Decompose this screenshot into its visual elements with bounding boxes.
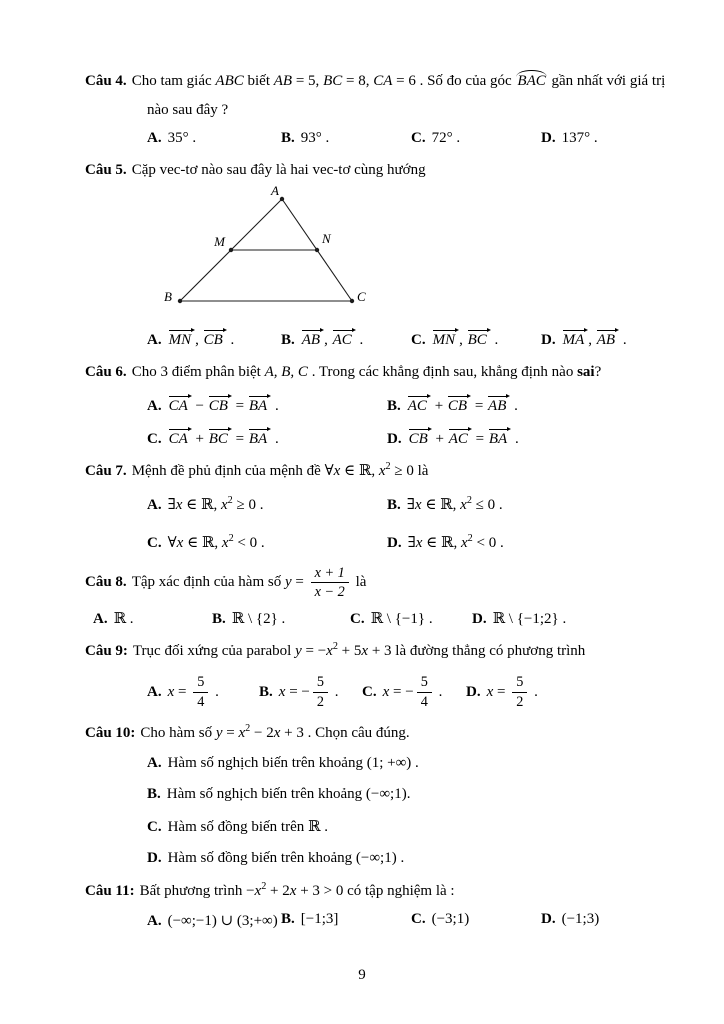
question-8-option-d: D. ℝ \ {−1;2} . [472,610,567,627]
question-8-option-b: B. ℝ \ {2} . [212,610,286,627]
question-8-option-a: A. ℝ . [93,610,134,627]
question-6-option-d: D. CB + AC = BA . [387,428,684,448]
question-9-number: Câu 9: [85,642,128,659]
question-11-options [147,911,684,930]
question-4-option-d: D. 137° . [541,129,598,146]
triangle-svg [159,185,399,313]
question-6-option-a: A. CA − CB = BA . [147,395,387,415]
question-5-option-d: D. MA , AB . [541,329,684,349]
question-10-stem-text: Cho hàm số $y = x^2 - 2x + 3$ . Chọn câu đúng. [140,723,410,741]
question-7-options [147,495,684,552]
question-8 [85,565,684,628]
question-9-option-d: D. x = $\frac{5}{2}$ . [466,674,538,710]
question-8-option-c: C. ℝ \ {−1} . [350,610,433,627]
question-6-options [147,392,684,448]
question-4 [85,70,684,147]
question-4-stem-line2: nào sau đây ? [147,101,229,118]
question-7 [85,461,684,552]
question-5 [85,160,684,350]
question-11-stem [85,881,684,903]
page-number: 9 [358,967,366,983]
question-5-stem-text: Cặp vec-tơ nào sau đây là hai vec-tơ cùng hướng [131,161,426,178]
question-9-options [147,674,684,710]
question-11-option-b: B. [−1;3] [281,910,339,927]
question-11-stem-text: Bất phương trình $-x^2 + 2x + 3 > 0$ có tập nghiệm là : [139,880,455,899]
question-7-option-c: C. ∀x ∈ ℝ, $x^2 < 0$ . [147,532,265,551]
point-m [229,248,233,252]
question-8-options [93,609,684,628]
question-11-number: Câu 11: [85,882,135,899]
question-4-stem-text: Cho tam giác ABC biết AB = 5, BC = 8, CA = 6 . Số đo của góc BAC gần nhất với giá trị [132,73,666,89]
point-a [280,197,284,201]
question-5-option-c: C. MN , BC . [411,329,541,349]
question-7-number: Câu 7. [85,463,127,479]
question-6-number: Câu 6. [85,364,127,381]
question-4-number: Câu 4. [85,73,127,89]
question-5-option-a: A. MN , CB . [147,329,281,349]
label-n: N [322,231,331,247]
question-9-stem [85,641,684,663]
triangle-figure [159,185,684,318]
question-7-option-d: D. ∃x ∈ ℝ, $x^2 < 0$ . [387,532,504,551]
question-7-stem [85,461,684,483]
question-10-options [147,755,684,867]
question-8-stem-text: Tập xác định của hàm số y = $\frac{x + 1}{x - 2}$ là [131,564,367,601]
question-6 [85,362,684,448]
point-n [315,248,319,252]
question-8-number: Câu 8. [85,574,127,591]
question-10-option-d: D. Hàm số đồng biến trên khoảng (−∞;1) . [147,849,405,866]
question-5-stem [85,160,684,182]
question-9-option-c: C. x = − $\frac{5}{4}$ . [362,674,443,710]
question-4-option-c: C. 72° . [411,129,461,146]
question-8-stem [85,565,684,601]
question-4-stem [85,70,684,93]
question-5-options [147,326,684,349]
label-a: A [271,185,279,199]
question-6-option-b: B. AC + CB = AB . [387,395,684,415]
point-b [178,299,182,303]
point-c [350,299,354,303]
question-9 [85,641,684,711]
question-10-option-a: A. Hàm số nghịch biến trên khoảng (1; +∞) . [147,754,419,771]
question-6-stem-text: Cho 3 điểm phân biệt A, B, C . Trong các khẳng định sau, khẳng định nào sai? [131,364,602,381]
question-9-option-b: B. x = − $\frac{5}{2}$ . [259,674,339,710]
question-4-option-a: A. 35° . [147,129,197,146]
question-4-options [147,130,684,147]
question-11-option-c: C. (−3;1) [411,910,470,927]
question-10-option-b: B. Hàm số nghịch biến trên khoảng (−∞;1). [147,785,411,802]
question-6-option-c: C. CA + BC = BA . [147,428,387,448]
question-10 [85,723,684,867]
label-c: C [357,289,366,305]
question-7-option-b: B. ∃x ∈ ℝ, $x^2 \le 0$ . [387,494,503,513]
label-b: B [164,289,172,305]
question-4-option-b: B. 93° . [281,129,330,146]
question-11-option-a: A. (−∞;−1) ∪ (3;+∞) [147,912,278,929]
question-10-option-c: C. Hàm số đồng biến trên ℝ . [147,818,328,835]
question-9-option-a: A. x = $\frac{5}{4}$ . [147,674,219,710]
question-5-option-b: B. AB , AC . [281,329,411,349]
question-5-number: Câu 5. [85,161,127,178]
question-11-option-d: D. (−1;3) [541,910,600,927]
question-10-number: Câu 10: [85,725,136,741]
label-m: M [214,234,225,250]
question-10-stem [85,723,684,745]
question-7-option-a: A. ∃x ∈ ℝ, $x^2 \ge 0$ . [147,494,264,513]
question-9-stem-text: Trục đối xứng của parabol $y = -x^2 + 5x + 3$ là đường thẳng có phương trình [132,640,586,659]
question-11 [85,881,684,930]
question-7-stem-text: Mệnh đề phủ định của mệnh đề ∀x ∈ ℝ, $x^2 \ge 0$ là [131,461,429,479]
question-6-stem [85,362,684,384]
